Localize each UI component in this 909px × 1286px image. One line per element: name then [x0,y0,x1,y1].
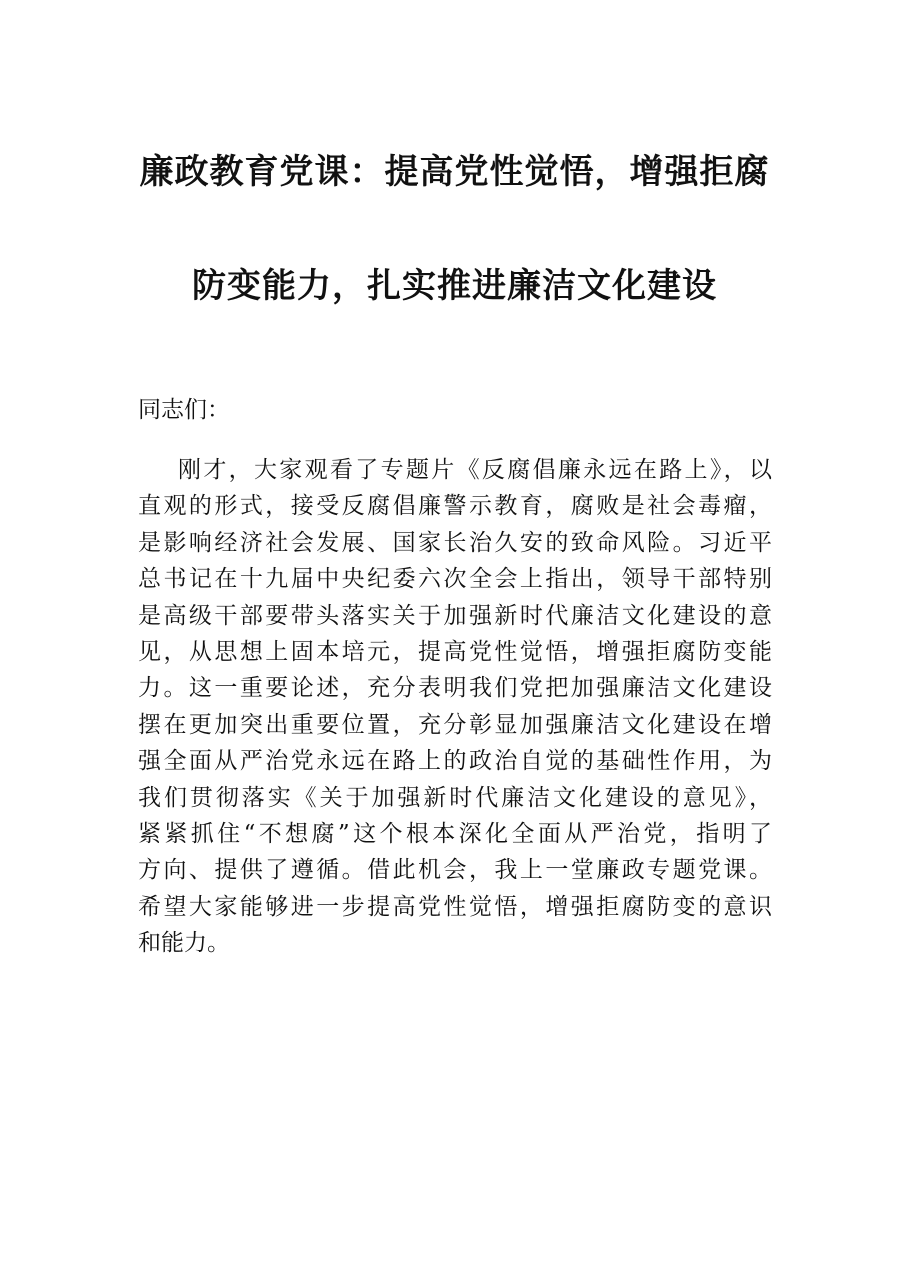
paragraph-line: 是影响经济社会发展、国家长治久安的致命风险。习近平 [138,529,772,556]
salutation: 同志们： [138,397,230,423]
paragraph-line: 见，从思想上固本培元，提高党性觉悟，增强拒腐防变能 [138,638,772,665]
paragraph-line: 紧紧抓住“不想腐”这个根本深化全面从严治党，指明了 [138,820,772,847]
paragraph-line: 力。这一重要论述，充分表明我们党把加强廉洁文化建设 [138,675,772,702]
paragraph-line: 我们贯彻落实《关于加强新时代廉洁文化建设的意见》， [138,784,772,811]
paragraph-line: 方向、提供了遵循。借此机会，我上一堂廉政专题党课。 [138,857,772,884]
paragraph-line: 摆在更加突出重要位置，充分彰显加强廉洁文化建设在增 [138,711,772,738]
document-title-line-2: 防变能力，扎实推进廉洁文化建设 [192,266,717,306]
document-title-line-1: 廉政教育党课：提高党性觉悟，增强拒腐 [139,152,770,192]
paragraph-line: 和能力。 [138,930,230,957]
paragraph-line: 是高级干部要带头落实关于加强新时代廉洁文化建设的意 [138,602,772,629]
paragraph-line: 总书记在十九届中央纪委六次全会上指出，领导干部特别 [138,566,772,593]
paragraph-line: 强全面从严治党永远在路上的政治自觉的基础性作用，为 [138,748,772,775]
paragraph-line: 希望大家能够进一步提高党性觉悟，增强拒腐防变的意识 [138,893,772,920]
body-paragraph [138,452,772,961]
paragraph-line: 刚才，大家观看了专题片《反腐倡廉永远在路上》，以 [178,457,772,483]
paragraph-line: 直观的形式，接受反腐倡廉警示教育，腐败是社会毒瘤， [138,493,772,520]
